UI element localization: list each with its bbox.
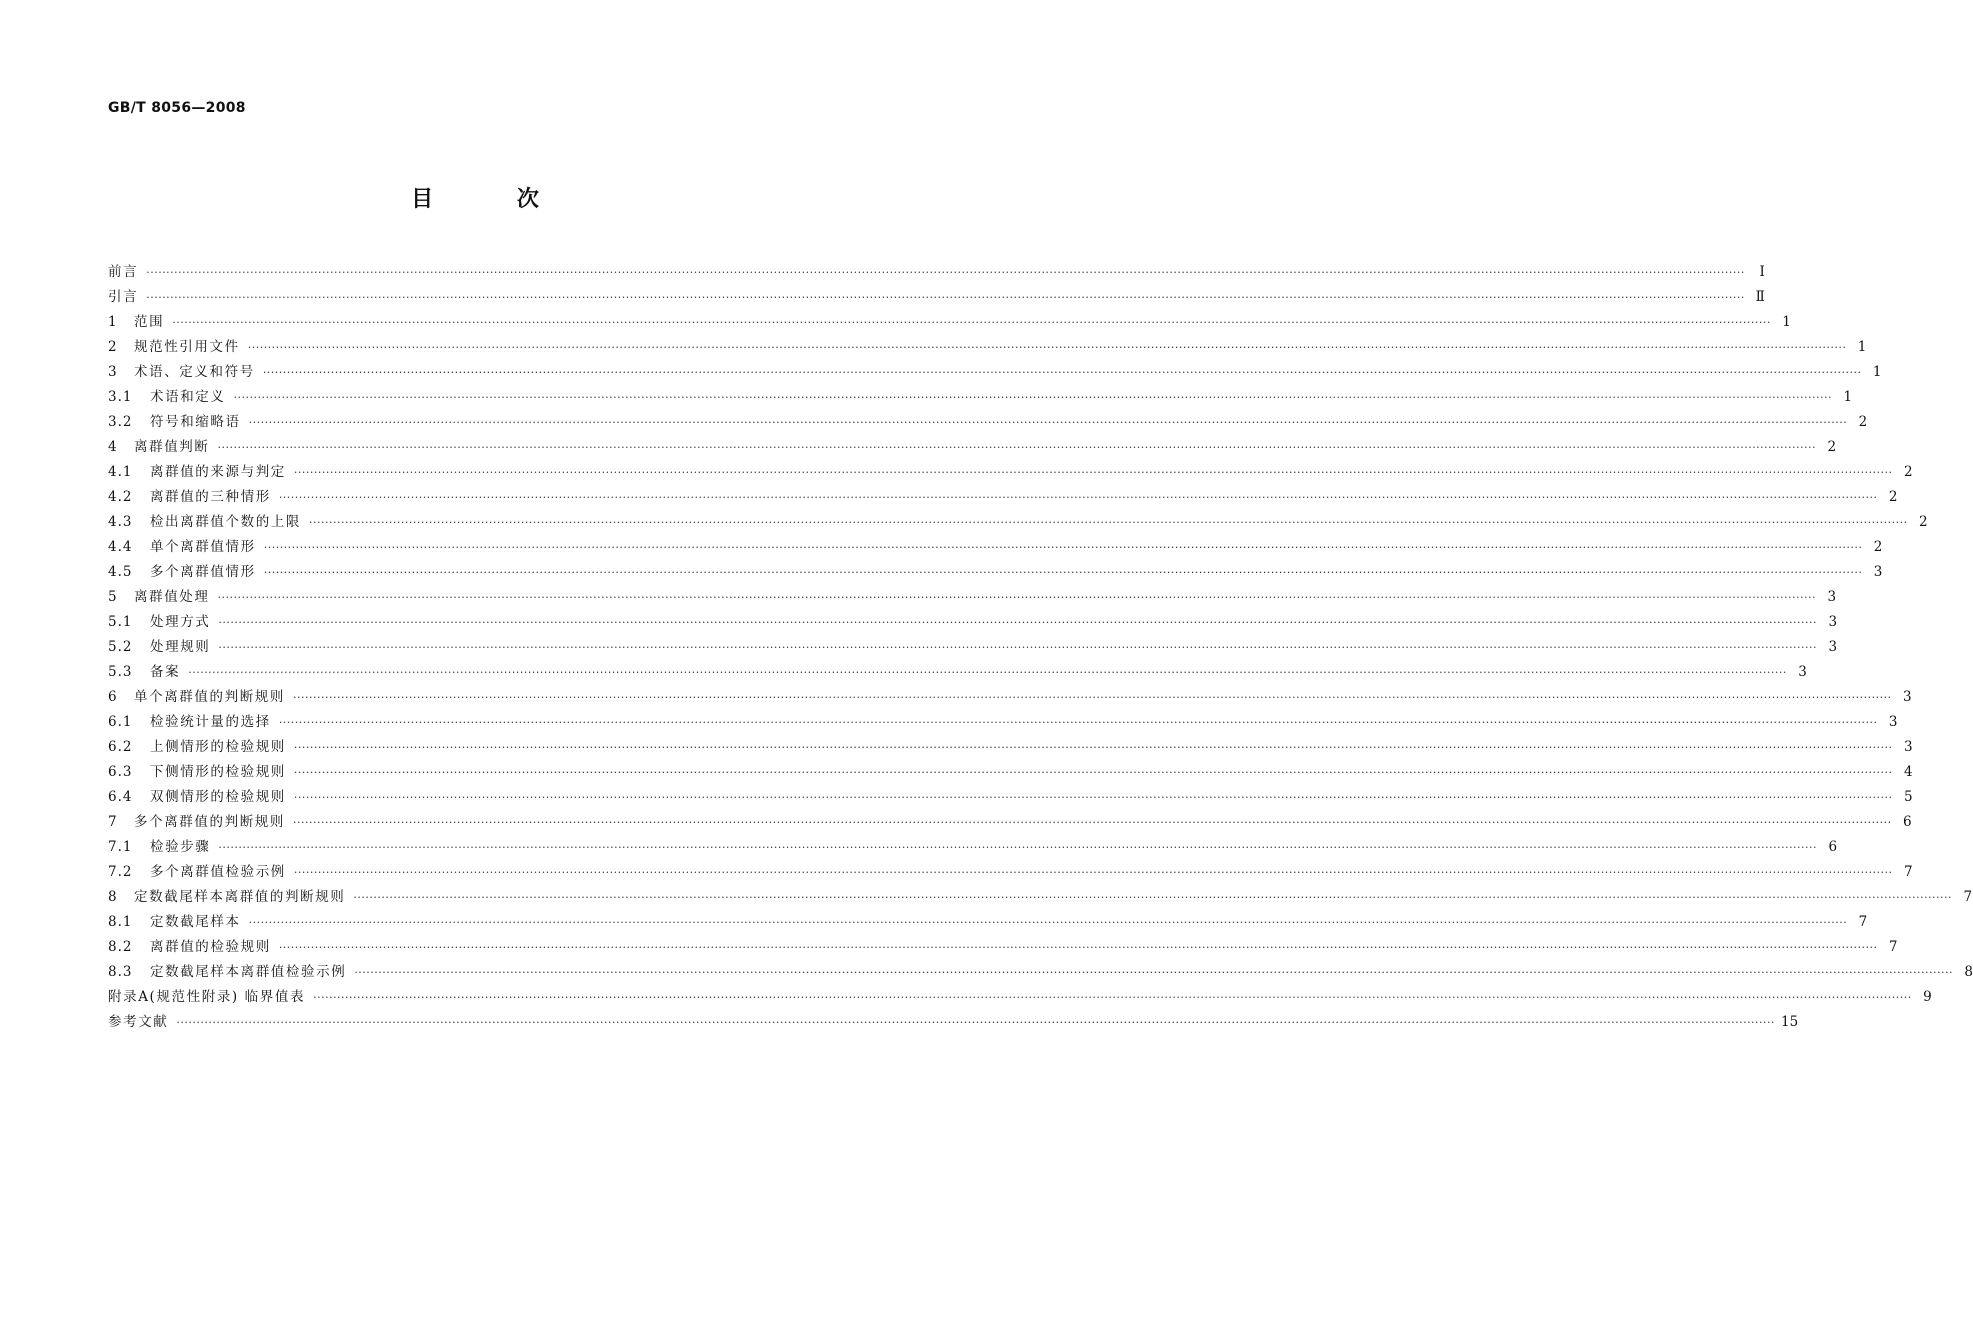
- toc-entry[interactable]: [108, 960, 1973, 985]
- toc-entry[interactable]: [108, 910, 1868, 935]
- toc-entry-number: 5.2: [108, 639, 133, 655]
- toc-entry-page: 2: [1888, 489, 1898, 505]
- toc-entry[interactable]: [108, 885, 1973, 910]
- dot-leader: ················································································································································································································································································································································································································: [218, 841, 1818, 854]
- dot-leader: ················································································································································································································································································································································································································: [278, 491, 1878, 504]
- toc-entry-title: 符号和缩略语: [150, 414, 241, 430]
- toc-entry-title: 定数截尾样本离群值检验示例: [150, 964, 347, 980]
- toc-entry[interactable]: [108, 460, 1913, 485]
- toc-entry[interactable]: [108, 760, 1913, 785]
- toc-entry-title: 离群值的检验规则: [150, 939, 271, 955]
- toc-entry-page: 1: [1782, 314, 1791, 330]
- toc-entry-number: 8.1: [108, 914, 133, 930]
- dot-leader: ················································································································································································································································································································································································································: [233, 391, 1833, 404]
- toc-entry-page: 5: [1903, 789, 1913, 805]
- toc-entry-number: 6.4: [108, 789, 133, 805]
- toc-entry-title: 定数截尾样本: [150, 914, 241, 930]
- toc-entry[interactable]: [108, 860, 1913, 885]
- dot-leader: ················································································································································································································································································································································································································: [263, 566, 1863, 579]
- toc-entry-page: 9: [1923, 989, 1932, 1005]
- toc-entry-number: 8.3: [108, 964, 133, 980]
- toc-entry-page: 2: [1827, 439, 1837, 455]
- toc-entry-page: 3: [1828, 614, 1838, 630]
- toc-entry[interactable]: [108, 485, 1898, 510]
- toc-entry-title: 检验统计量的选择: [150, 714, 271, 730]
- toc-entry-number: 8.2: [108, 939, 133, 955]
- dot-leader: ················································································································································································································································································································································································································: [353, 891, 1953, 904]
- toc-entry-page: 1: [1857, 339, 1867, 355]
- toc-entry[interactable]: [108, 735, 1913, 760]
- dot-leader: ················································································································································································································································································································································································································: [172, 316, 1771, 329]
- toc-entry[interactable]: [108, 835, 1838, 860]
- toc-entry[interactable]: [108, 585, 1837, 610]
- toc-entry-number: 6.1: [108, 714, 133, 730]
- toc-entry[interactable]: [108, 810, 1912, 835]
- toc-entry-page: 3: [1828, 639, 1838, 655]
- toc-entry-number: 4.1: [108, 464, 133, 480]
- toc-entry-page: 3: [1888, 714, 1898, 730]
- toc-entry-number: 4.3: [108, 514, 133, 530]
- toc-entry-page: 15: [1781, 1014, 1799, 1030]
- toc-entry[interactable]: [108, 660, 1807, 685]
- toc-entry[interactable]: [108, 710, 1898, 735]
- dot-leader: ················································································································································································································································································································································································································: [218, 641, 1818, 654]
- toc-entry-title: 规范性引用文件: [134, 339, 240, 355]
- dot-leader: ················································································································································································································································································································································································································: [176, 1016, 1776, 1029]
- toc-entry-title: 前言: [108, 264, 139, 280]
- dot-leader: ················································································································································································································································································································································································································: [278, 941, 1878, 954]
- toc-entry-title: 离群值判断: [134, 439, 210, 455]
- toc-entry[interactable]: [108, 560, 1883, 585]
- toc-entry-number: 5: [108, 589, 118, 605]
- dot-leader: ················································································································································································································································································································································································································: [309, 516, 1908, 529]
- toc-entry-title: 定数截尾样本离群值的判断规则: [134, 889, 346, 905]
- toc-heading: 目 次: [411, 187, 577, 212]
- dot-leader: ················································································································································································································································································································································································································: [146, 291, 1745, 304]
- toc-entry[interactable]: [108, 935, 1898, 960]
- dot-leader: ················································································································································································································································································································································································································: [217, 441, 1817, 454]
- dot-leader: ················································································································································································································································································································································································································: [293, 741, 1893, 754]
- toc-entry-number: 5.3: [108, 664, 133, 680]
- toc-entry[interactable]: [108, 635, 1838, 660]
- dot-leader: ················································································································································································································································································································································································································: [293, 766, 1893, 779]
- toc-entry-title: 检出离群值个数的上限: [150, 514, 301, 530]
- toc-entry-page: 1: [1843, 389, 1853, 405]
- toc-entry-page: 6: [1903, 814, 1912, 830]
- dot-leader: ················································································································································································································································································································································································································: [188, 666, 1787, 679]
- toc-entry-number: 4.2: [108, 489, 133, 505]
- toc-entry-page: 3: [1798, 664, 1807, 680]
- toc-entry[interactable]: [108, 535, 1883, 560]
- toc-entry-number: 6: [108, 689, 118, 705]
- toc-entry-page: 7: [1903, 864, 1913, 880]
- toc-entry[interactable]: [108, 260, 1765, 285]
- toc-entry-page: 6: [1828, 839, 1838, 855]
- document-code: GB/T 8056—2008: [108, 100, 246, 116]
- toc-entry-number: 4.4: [108, 539, 133, 555]
- toc-entry-title: 附录A(规范性附录) 临界值表: [108, 989, 306, 1005]
- toc-entry[interactable]: [108, 285, 1765, 310]
- toc-entry[interactable]: [108, 360, 1882, 385]
- toc-entry-number: 8: [108, 889, 118, 905]
- dot-leader: ················································································································································································································································································································································································································: [146, 266, 1745, 279]
- toc-entry-title: 多个离群值检验示例: [150, 864, 286, 880]
- toc-entry-title: 上侧情形的检验规则: [150, 739, 286, 755]
- toc-entry-title: 检验步骤: [150, 839, 211, 855]
- dot-leader: ················································································································································································································································································································································································································: [293, 466, 1893, 479]
- toc-entry-number: 3.2: [108, 414, 133, 430]
- toc-entry[interactable]: [108, 610, 1838, 635]
- toc-entry-number: 7.2: [108, 864, 133, 880]
- toc-entry-number: 2: [108, 339, 118, 355]
- toc-entry-title: 范围: [134, 314, 165, 330]
- toc-entry-title: 双侧情形的检验规则: [150, 789, 286, 805]
- toc-entry-page: 2: [1903, 464, 1913, 480]
- toc-entry-page: 7: [1858, 914, 1868, 930]
- toc-entry-number: 7.1: [108, 839, 133, 855]
- toc-entry-number: 3: [108, 364, 118, 380]
- dot-leader: ················································································································································································································································································································································································································: [247, 341, 1847, 354]
- toc-entry-title: 离群值处理: [134, 589, 210, 605]
- toc-entry[interactable]: [108, 310, 1791, 335]
- dot-leader: ················································································································································································································································································································································································································: [278, 716, 1878, 729]
- toc-entry-number: 5.1: [108, 614, 133, 630]
- toc-entry-title: 术语、定义和符号: [134, 364, 255, 380]
- dot-leader: ················································································································································································································································································································································································································: [217, 591, 1817, 604]
- dot-leader: ················································································································································································································································································································································································································: [263, 541, 1863, 554]
- toc-entry-page: 7: [1888, 939, 1898, 955]
- toc-entry-page: 2: [1919, 514, 1928, 530]
- dot-leader: ················································································································································································································································································································································································································: [218, 616, 1818, 629]
- toc-entry[interactable]: [108, 510, 1928, 535]
- dot-leader: ················································································································································································································································································································································································································: [262, 366, 1862, 379]
- toc-entry-page: 3: [1903, 689, 1912, 705]
- toc-entry-number: 4.5: [108, 564, 133, 580]
- toc-entry-page: 1: [1872, 364, 1882, 380]
- toc-entry-title: 离群值的来源与判定: [150, 464, 286, 480]
- toc-entry[interactable]: [108, 410, 1868, 435]
- toc-entry[interactable]: [108, 985, 1932, 1010]
- toc-entry-title: 多个离群值情形: [150, 564, 256, 580]
- dot-leader: ················································································································································································································································································································································································································: [293, 691, 1892, 704]
- dot-leader: ················································································································································································································································································································································································································: [248, 416, 1848, 429]
- toc-entry-number: 1: [108, 314, 118, 330]
- toc-entry-number: 6.2: [108, 739, 133, 755]
- toc-entry-page: 2: [1858, 414, 1868, 430]
- toc-entry-title: 单个离群值情形: [150, 539, 256, 555]
- toc-entry-page: 2: [1873, 539, 1883, 555]
- toc-entry-title: 参考文献: [108, 1014, 169, 1030]
- toc-entry-page: 3: [1827, 589, 1837, 605]
- toc-entry-page: 3: [1873, 564, 1883, 580]
- dot-leader: ················································································································································································································································································································································································································: [293, 866, 1893, 879]
- toc-entry[interactable]: [108, 685, 1912, 710]
- dot-leader: ················································································································································································································································································································································································································: [293, 791, 1893, 804]
- table-of-contents: [108, 260, 1973, 1035]
- toc-entry-page: 8: [1964, 964, 1973, 980]
- toc-entry-number: 3.1: [108, 389, 133, 405]
- toc-entry-page: Ⅱ: [1755, 289, 1765, 305]
- dot-leader: ················································································································································································································································································································································································································: [248, 916, 1848, 929]
- toc-entry-title: 多个离群值的判断规则: [134, 814, 285, 830]
- toc-entry-title: 离群值的三种情形: [150, 489, 271, 505]
- toc-entry-title: 引言: [108, 289, 139, 305]
- toc-entry[interactable]: [108, 1010, 1799, 1035]
- toc-entry-page: 3: [1903, 739, 1913, 755]
- toc-entry-title: 处理方式: [150, 614, 211, 630]
- dot-leader: ················································································································································································································································································································································································································: [313, 991, 1912, 1004]
- toc-entry-number: 6.3: [108, 764, 133, 780]
- toc-entry[interactable]: [108, 385, 1853, 410]
- toc-entry-title: 单个离群值的判断规则: [134, 689, 285, 705]
- toc-entry[interactable]: [108, 335, 1867, 360]
- toc-entry-title: 下侧情形的检验规则: [150, 764, 286, 780]
- toc-entry-title: 术语和定义: [150, 389, 226, 405]
- dot-leader: ················································································································································································································································································································································································································: [354, 966, 1953, 979]
- toc-entry-number: 4: [108, 439, 118, 455]
- toc-entry[interactable]: [108, 435, 1837, 460]
- toc-entry[interactable]: [108, 785, 1913, 810]
- toc-entry-page: 7: [1963, 889, 1973, 905]
- toc-entry-page: 4: [1903, 764, 1913, 780]
- toc-entry-number: 7: [108, 814, 118, 830]
- dot-leader: ················································································································································································································································································································································································································: [293, 816, 1892, 829]
- toc-entry-title: 备案: [150, 664, 181, 680]
- toc-entry-title: 处理规则: [150, 639, 211, 655]
- toc-entry-page: Ⅰ: [1759, 264, 1765, 280]
